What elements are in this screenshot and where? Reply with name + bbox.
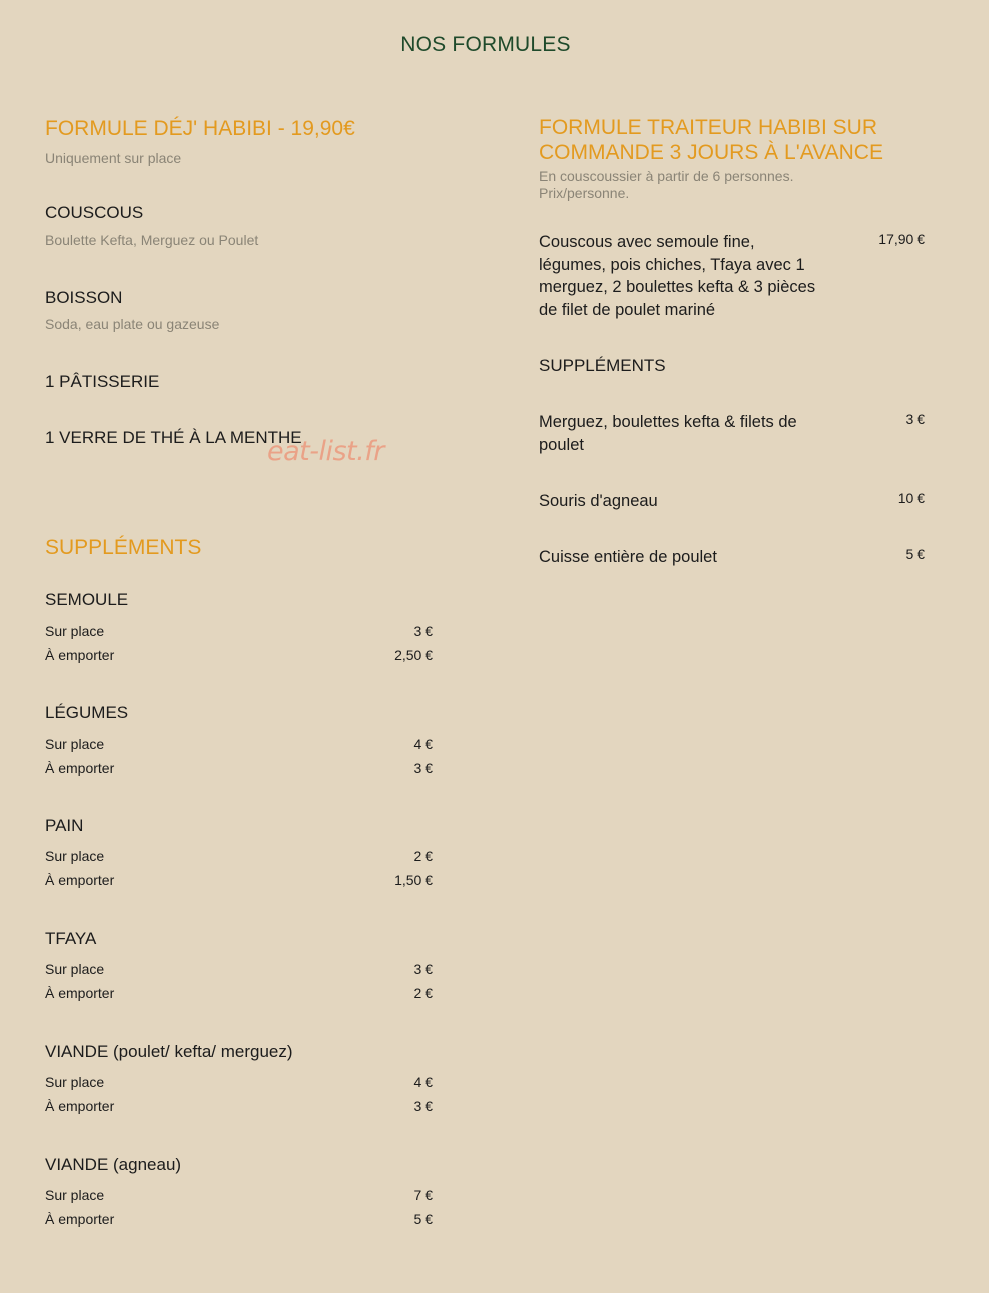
traiteur-main-item: [539, 231, 927, 321]
formule-traiteur-note-line2: Prix/personne.: [539, 185, 630, 201]
traiteur-supplement-item: [539, 411, 927, 456]
desc-line: poulet: [539, 435, 584, 454]
price-row: [45, 872, 433, 888]
formule-dej-title: FORMULE DÉJ' HABIBI - 19,90€: [45, 117, 355, 140]
price-row: [45, 985, 433, 1001]
supplement-group-name: TFAYA: [45, 929, 97, 948]
price-row: [45, 961, 433, 977]
formule-dej-note: Uniquement sur place: [45, 150, 182, 166]
price-row-label: Sur place: [45, 1187, 105, 1203]
desc-line: merguez, 2 boulettes kefta & 3 pièces: [539, 278, 816, 296]
price-row: [45, 760, 433, 776]
price-row-label: Sur place: [45, 623, 105, 639]
formule-traiteur-title-line1: FORMULE TRAITEUR HABIBI SUR: [539, 116, 877, 139]
traiteur-supplement-item: [539, 490, 927, 513]
price-row-value: 4 €: [413, 736, 433, 752]
price-row-label: À emporter: [45, 985, 115, 1001]
price-row-label: Sur place: [45, 961, 105, 977]
traiteur-supplement-price: 5 €: [905, 546, 925, 562]
desc-line: Merguez, boulettes kefta & filets de: [539, 413, 797, 431]
price-row-value: 3 €: [413, 961, 433, 977]
price-row: [45, 1187, 433, 1203]
price-row-value: 2 €: [413, 985, 433, 1001]
supplements-title: SUPPLÉMENTS: [45, 536, 202, 559]
price-row-value: 7 €: [413, 1187, 433, 1203]
desc-line: de filet de poulet mariné: [539, 300, 716, 319]
formule-item-desc: Soda, eau plate ou gazeuse: [45, 316, 220, 332]
page-title: NOS FORMULES: [400, 33, 571, 56]
price-row: [45, 1211, 433, 1227]
price-row-label: À emporter: [45, 872, 115, 888]
formule-traiteur-note-line1: En couscoussier à partir de 6 personnes.: [539, 168, 794, 184]
formule-item-name: 1 VERRE DE THÉ À LA MENTHE: [45, 428, 302, 447]
price-row: [45, 848, 433, 864]
price-row-label: Sur place: [45, 736, 105, 752]
desc-line: Cuisse entière de poulet: [539, 548, 717, 566]
price-row-value: 3 €: [413, 1098, 433, 1114]
traiteur-supplements-title: SUPPLÉMENTS: [539, 356, 666, 375]
formule-item-desc: Boulette Kefta, Merguez ou Poulet: [45, 232, 259, 248]
supplement-group-name: VIANDE (agneau): [45, 1155, 182, 1174]
formule-item-name: 1 PÂTISSERIE: [45, 372, 160, 391]
price-row: [45, 647, 433, 663]
price-row-value: 4 €: [413, 1074, 433, 1090]
traiteur-supplement-item: [539, 546, 927, 569]
traiteur-supplement-desc: [539, 411, 829, 456]
price-row-value: 3 €: [413, 623, 433, 639]
supplement-group-name: LÉGUMES: [45, 703, 129, 722]
traiteur-supplement-desc: [539, 490, 829, 513]
watermark: eat-list.fr: [267, 436, 384, 467]
supplement-group-name: PAIN: [45, 816, 84, 835]
formule-traiteur-title-line2: COMMANDE 3 JOURS À L'AVANCE: [539, 141, 883, 164]
desc-line: légumes, pois chiches, Tfaya avec 1: [539, 255, 805, 274]
formule-item-name: BOISSON: [45, 288, 123, 307]
price-row-label: À emporter: [45, 647, 115, 663]
price-row-label: Sur place: [45, 1074, 105, 1090]
price-row-value: 3 €: [413, 760, 433, 776]
traiteur-main-desc: [539, 231, 829, 321]
price-row: [45, 1098, 433, 1114]
formule-item-name: COUSCOUS: [45, 203, 144, 222]
traiteur-main-price: 17,90 €: [878, 231, 925, 247]
supplement-group-name: SEMOULE: [45, 590, 129, 609]
price-row-label: À emporter: [45, 1211, 115, 1227]
traiteur-supplement-price: 10 €: [897, 490, 925, 506]
traiteur-supplement-desc: [539, 546, 829, 569]
price-row: [45, 623, 433, 639]
price-row-value: 2 €: [413, 848, 433, 864]
traiteur-supplement-price: 3 €: [905, 411, 925, 427]
desc-line: Couscous avec semoule fine,: [539, 233, 755, 251]
price-row: [45, 736, 433, 752]
price-row-label: À emporter: [45, 1098, 115, 1114]
desc-line: Souris d'agneau: [539, 492, 658, 510]
price-row-value: 2,50 €: [394, 647, 433, 663]
price-row-value: 1,50 €: [394, 872, 433, 888]
price-row-label: À emporter: [45, 760, 115, 776]
price-row: [45, 1074, 433, 1090]
supplement-group-name: VIANDE (poulet/ kefta/ merguez): [45, 1042, 293, 1061]
price-row-value: 5 €: [413, 1211, 433, 1227]
price-row-label: Sur place: [45, 848, 105, 864]
